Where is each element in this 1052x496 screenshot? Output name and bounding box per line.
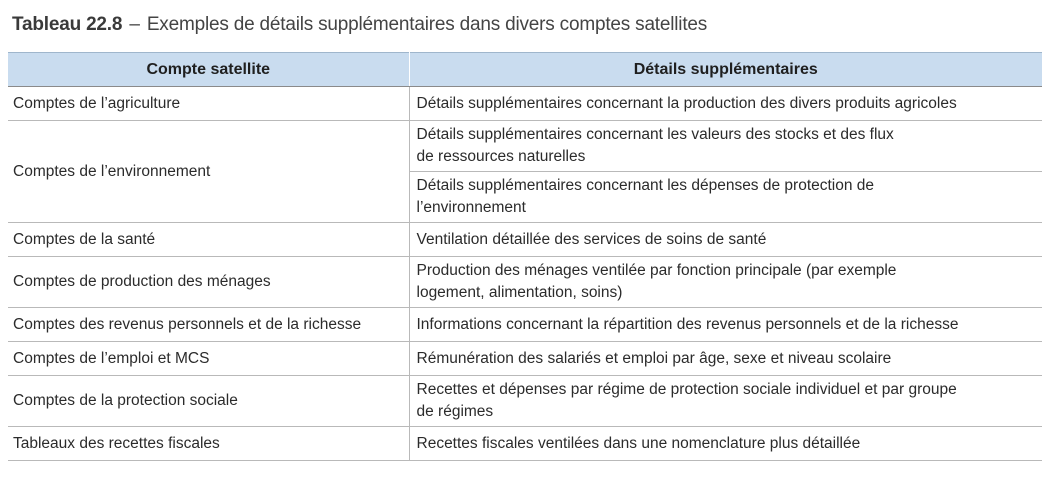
details-cell: Rémunération des salariés et emploi par âge, sexe et niveau scolaire (409, 342, 1042, 376)
details-line: l’environnement (416, 199, 526, 216)
header-row (8, 53, 1042, 87)
details-cell: Ventilation détaillée des services de soins de santé (409, 223, 1042, 257)
details-cell (409, 376, 1042, 427)
details-cell (409, 257, 1042, 308)
account-cell: Comptes de production des ménages (8, 257, 409, 308)
details-cell: Recettes fiscales ventilées dans une nomenclature plus détaillée (409, 427, 1042, 461)
column-header-details: Détails supplémentaires (409, 53, 1042, 87)
satellite-accounts-table (8, 52, 1042, 461)
details-line: Détails supplémentaires concernant les valeurs des stocks et des flux (416, 126, 894, 143)
details-cell: Informations concernant la répartition des revenus personnels et de la richesse (409, 308, 1042, 342)
table-row (8, 342, 1042, 376)
details-line: logement, alimentation, soins) (416, 284, 623, 301)
account-cell: Comptes des revenus personnels et de la richesse (8, 308, 409, 342)
account-cell: Tableaux des recettes fiscales (8, 427, 409, 461)
account-cell: Comptes de l’environnement (8, 121, 409, 223)
table-caption (12, 14, 707, 36)
account-cell: Comptes de la protection sociale (8, 376, 409, 427)
table-title: Exemples de détails supplémentaires dans divers comptes satellites (146, 14, 708, 35)
table-row (8, 223, 1042, 257)
details-line: Recettes et dépenses par régime de protection sociale individuel et par groupe (416, 381, 957, 398)
table-row (8, 87, 1042, 121)
table-row (8, 376, 1042, 427)
details-cell: Détails supplémentaires concernant la production des divers produits agricoles (409, 87, 1042, 121)
table-number: Tableau 22.8 (12, 14, 123, 35)
details-cell (409, 172, 1042, 223)
account-cell: Comptes de la santé (8, 223, 409, 257)
table-row (8, 308, 1042, 342)
account-cell: Comptes de l’emploi et MCS (8, 342, 409, 376)
details-line: Production des ménages ventilée par fonction principale (par exemple (416, 262, 897, 279)
table-row (8, 427, 1042, 461)
table-body (8, 87, 1042, 461)
table-row (8, 257, 1042, 308)
details-line: de régimes (416, 403, 494, 420)
table-row (8, 121, 1042, 172)
details-line: Détails supplémentaires concernant les dépenses de protection de (416, 177, 875, 194)
caption-separator: – (129, 14, 140, 35)
details-cell (409, 121, 1042, 172)
column-header-account: Compte satellite (8, 53, 409, 87)
table-header (8, 53, 1042, 87)
account-cell: Comptes de l’agriculture (8, 87, 409, 121)
details-line: de ressources naturelles (416, 148, 586, 165)
